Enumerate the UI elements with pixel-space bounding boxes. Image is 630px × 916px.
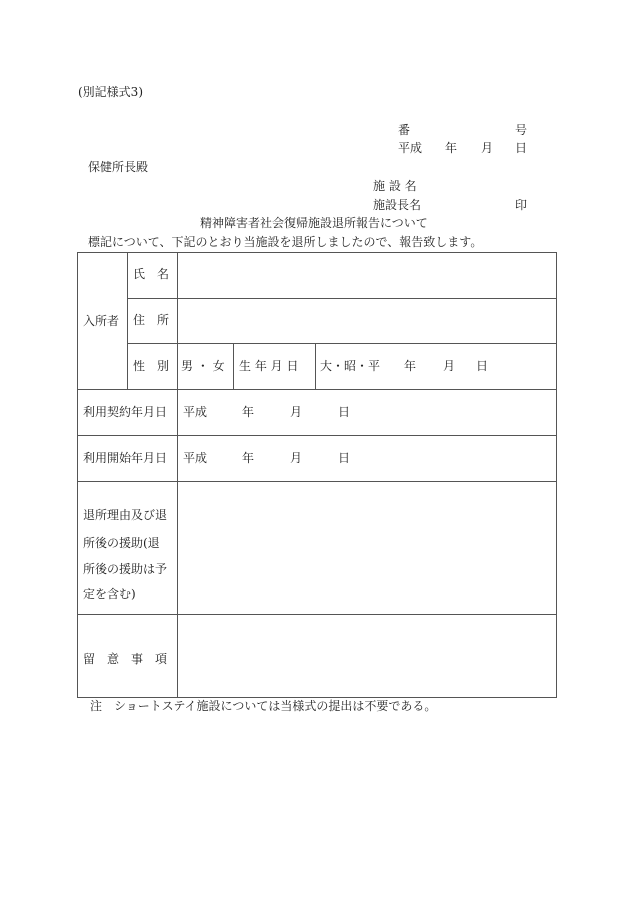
facility-name-label: 施 設 名 xyxy=(373,179,417,193)
facility-head-label: 施設長名 xyxy=(373,198,422,212)
birthdate-label: 生 年 月 日 xyxy=(239,359,299,373)
reason-label-line: 所後の援助は予 xyxy=(83,562,168,576)
contract-day: 日 xyxy=(338,405,351,419)
sex-label: 性 別 xyxy=(133,359,170,373)
date-month: 月 xyxy=(481,141,494,155)
sex-options[interactable]: 男 ・ 女 xyxy=(181,359,225,373)
table-border-bottom xyxy=(77,697,557,698)
address-label: 住 所 xyxy=(133,313,170,327)
date-era: 平成 xyxy=(398,141,423,155)
footer-note: 注 ショートステイ施設については当様式の提出は不要である。 xyxy=(90,699,437,713)
reason-label-line: 定を含む) xyxy=(83,587,136,601)
document-title: 精神障害者社会復帰施設退所報告について xyxy=(200,216,428,230)
table-border-right xyxy=(556,252,557,698)
addressee: 保健所長殿 xyxy=(88,160,149,174)
reason-label-line: 所後の援助(退 xyxy=(83,536,160,550)
birth-era[interactable]: 大・昭・平 xyxy=(320,359,381,373)
number-suffix: 号 xyxy=(515,123,528,137)
contract-year: 年 xyxy=(242,405,255,419)
table-border-left xyxy=(77,252,78,698)
start-day: 日 xyxy=(338,451,351,465)
row-divider xyxy=(127,343,557,344)
form-label: (別記様式3) xyxy=(78,85,143,99)
body-text: 標記について、下記のとおり当施設を退所しましたので、報告致します。 xyxy=(88,235,483,249)
row-divider xyxy=(77,435,557,436)
col-divider xyxy=(233,343,234,389)
start-month: 月 xyxy=(290,451,303,465)
notes-label: 留 意 事 項 xyxy=(83,652,168,666)
contract-month: 月 xyxy=(290,405,303,419)
start-era: 平成 xyxy=(183,451,208,465)
notes-field[interactable] xyxy=(178,615,556,697)
name-label: 氏 名 xyxy=(133,267,170,281)
address-field[interactable] xyxy=(178,299,556,343)
reason-label-line: 退所理由及び退 xyxy=(83,508,168,522)
start-year: 年 xyxy=(242,451,255,465)
col-divider xyxy=(315,343,316,389)
seal-mark: 印 xyxy=(515,198,528,212)
birth-year: 年 xyxy=(404,359,417,373)
start-date-label: 利用開始年月日 xyxy=(83,451,168,465)
contract-date-label: 利用契約年月日 xyxy=(83,405,168,419)
number-prefix: 番 xyxy=(398,123,411,137)
contract-era: 平成 xyxy=(183,405,208,419)
birth-month: 月 xyxy=(443,359,456,373)
resident-label: 入所者 xyxy=(83,314,120,328)
name-field[interactable] xyxy=(178,253,556,298)
row-divider xyxy=(77,389,557,390)
date-year: 年 xyxy=(445,141,458,155)
reason-field[interactable] xyxy=(178,482,556,614)
birth-day: 日 xyxy=(476,359,489,373)
date-day: 日 xyxy=(515,141,528,155)
col-divider xyxy=(127,252,128,389)
